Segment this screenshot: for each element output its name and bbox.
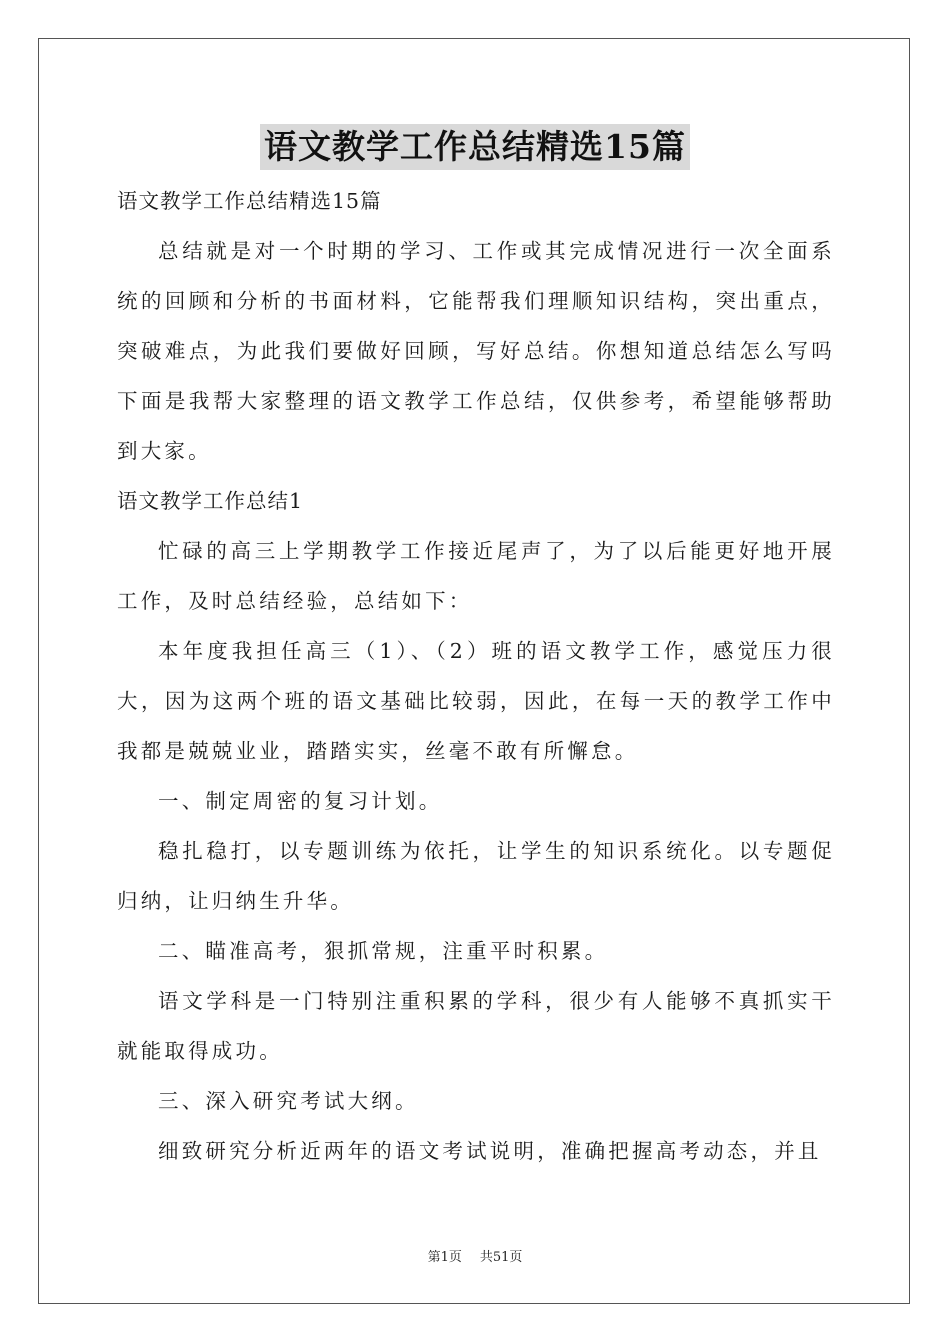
- document-title: 语文教学工作总结精选15篇: [260, 124, 690, 170]
- paragraph-10: 细致研究分析近两年的语文考试说明，准确把握高考动态，并且: [158, 1139, 822, 1163]
- paragraph-9: 三、深入研究考试大纲。: [158, 1089, 419, 1113]
- paragraph-6: 稳扎稳打，以专题训练为依托，让学生的知识系统化。以专题促归纳，让归纳生升华。: [117, 839, 835, 913]
- paragraph-3: 忙碌的高三上学期教学工作接近尾声了，为了以后能更好地开展工作，及时总结经验，总结如下：: [117, 539, 835, 613]
- page-footer: [0, 1246, 950, 1265]
- paragraph-2: 语文教学工作总结1: [117, 489, 304, 513]
- paragraph-0: 语文教学工作总结精选15篇: [117, 189, 382, 213]
- paragraph-1: 总结就是对一个时期的学习、工作或其完成情况进行一次全面系统的回顾和分析的书面材料，它能帮我们理顺知识结构，突出重点，突破难点，为此我们要做好回顾，写好总结。你想知道总结怎么写吗下面是我帮大家整理的语文教学工作总结，仅供参考，希望能够帮助到大家。: [117, 239, 835, 463]
- page-number: 第1页: [427, 1250, 462, 1265]
- title-container: [0, 124, 950, 170]
- total-pages: 共51页: [479, 1250, 523, 1265]
- document-body: [117, 176, 835, 1176]
- paragraph-8: 语文学科是一门特别注重积累的学科，很少有人能够不真抓实干就能取得成功。: [117, 989, 835, 1063]
- paragraph-5: 一、制定周密的复习计划。: [158, 789, 443, 813]
- paragraph-7: 二、瞄准高考，狠抓常规，注重平时积累。: [158, 939, 609, 963]
- paragraph-4: 本年度我担任高三（1）、（2）班的语文教学工作，感觉压力很大，因为这两个班的语文基础比较弱，因此，在每一天的教学工作中我都是兢兢业业，踏踏实实，丝毫不敢有所懈怠。: [117, 639, 835, 763]
